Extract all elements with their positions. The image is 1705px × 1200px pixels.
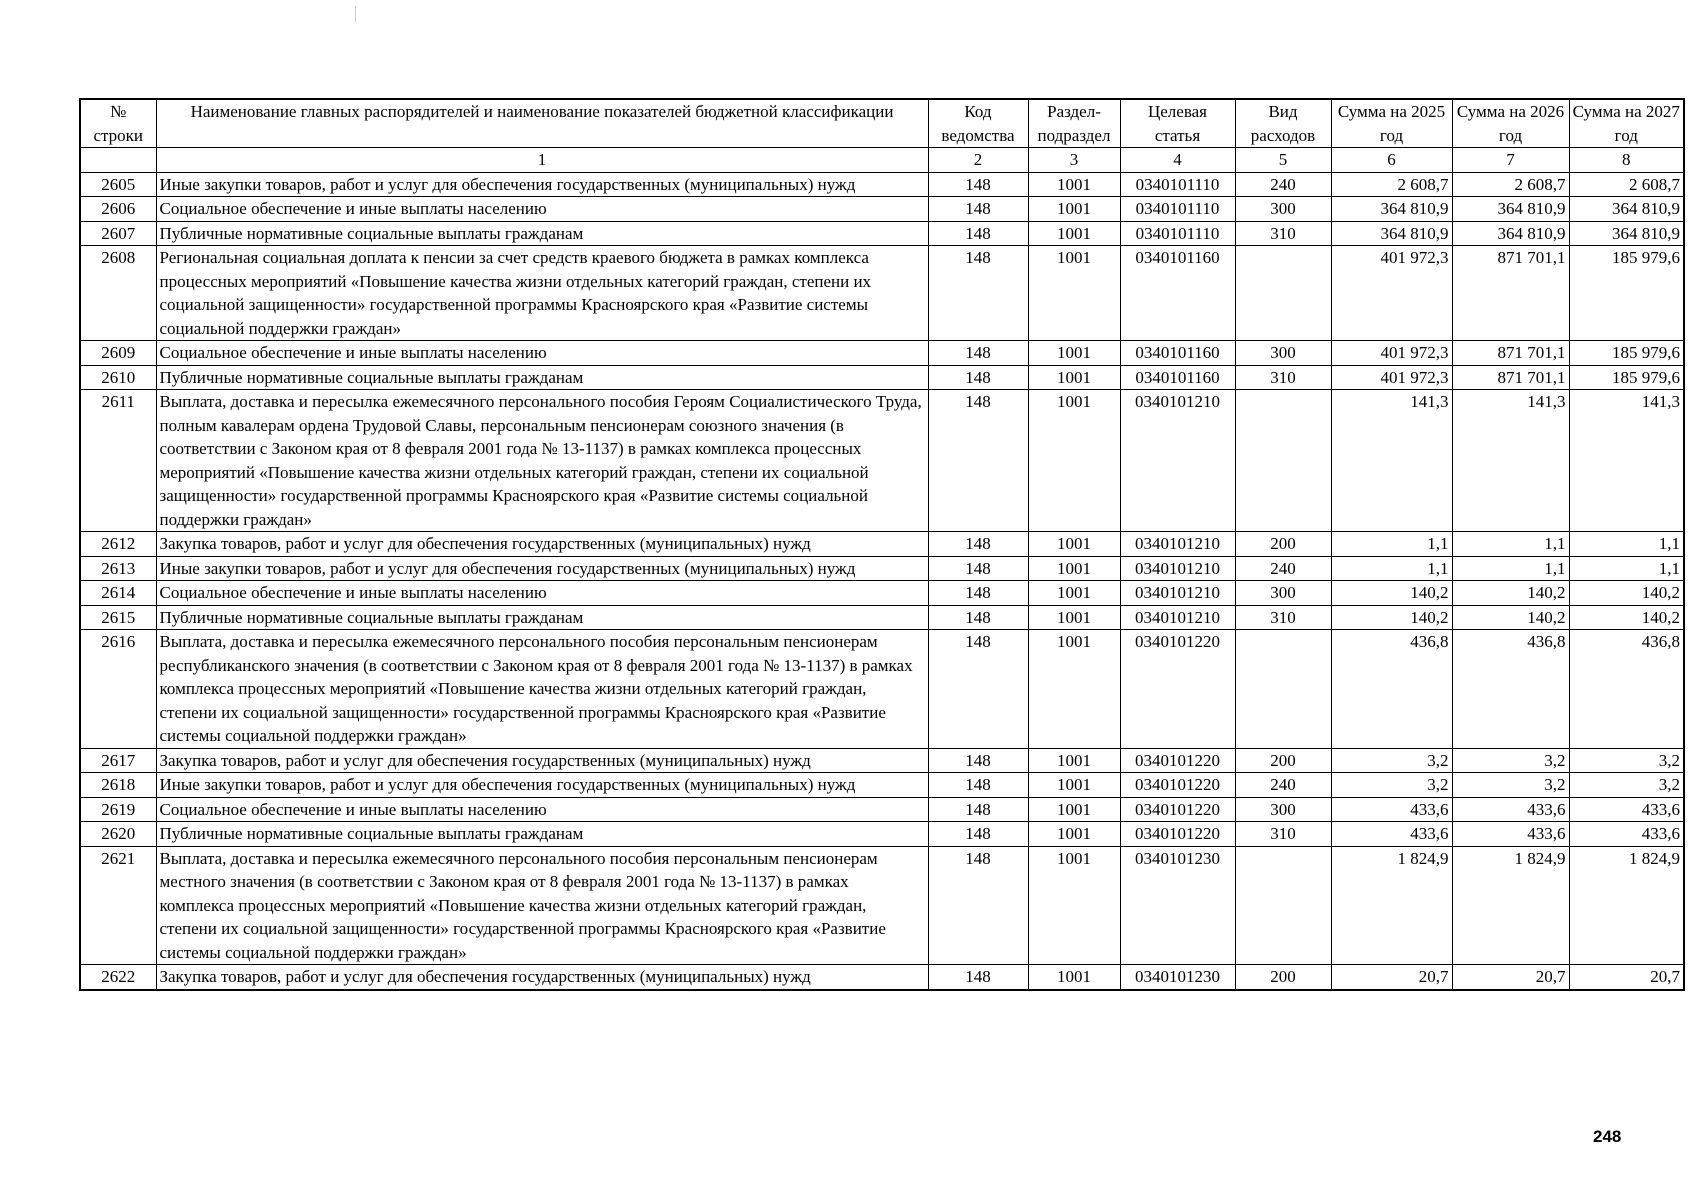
table-row (80, 221, 1684, 246)
department-code-cell: 148 (928, 965, 1028, 990)
sum-2025-cell: 3,2 (1331, 773, 1452, 798)
sum-2027-cell: 141,3 (1569, 390, 1684, 532)
indicator-name-cell: Иные закупки товаров, работ и услуг для обеспечения государственных (муниципальных) нужд (156, 172, 928, 197)
target-article-cell: 0340101210 (1120, 605, 1235, 630)
row-number-cell: 2611 (80, 390, 156, 532)
page-number: 248 (1593, 1127, 1622, 1146)
row-number-cell: 2622 (80, 965, 156, 990)
indicator-name-cell: Социальное обеспечение и иные выплаты населению (156, 197, 928, 222)
row-number-cell: 2619 (80, 797, 156, 822)
table-row (80, 341, 1684, 366)
sum-2026-cell: 141,3 (1452, 390, 1569, 532)
table-row (80, 965, 1684, 990)
sum-2026-cell: 140,2 (1452, 605, 1569, 630)
column-number: 2 (928, 148, 1028, 173)
sum-2027-cell: 433,6 (1569, 797, 1684, 822)
target-article-cell: 0340101210 (1120, 390, 1235, 532)
target-article-cell: 0340101230 (1120, 846, 1235, 965)
department-code-cell: 148 (928, 341, 1028, 366)
table-row (80, 581, 1684, 606)
indicator-name-cell: Иные закупки товаров, работ и услуг для обеспечения государственных (муниципальных) нужд (156, 773, 928, 798)
section-cell: 1001 (1028, 172, 1120, 197)
sum-2026-cell: 1,1 (1452, 532, 1569, 557)
department-code-cell: 148 (928, 773, 1028, 798)
sum-2025-cell: 20,7 (1331, 965, 1452, 990)
sum-2026-cell: 3,2 (1452, 748, 1569, 773)
sum-2025-cell: 3,2 (1331, 748, 1452, 773)
sum-2027-cell: 140,2 (1569, 581, 1684, 606)
table-header-row (80, 99, 1684, 148)
column-number: 5 (1235, 148, 1331, 173)
table-row (80, 630, 1684, 749)
department-code-cell: 148 (928, 822, 1028, 847)
department-code-cell: 148 (928, 365, 1028, 390)
department-code-cell: 148 (928, 846, 1028, 965)
department-code-cell: 148 (928, 532, 1028, 557)
row-number-cell: 2615 (80, 605, 156, 630)
sum-2026-cell: 433,6 (1452, 822, 1569, 847)
indicator-name-cell: Социальное обеспечение и иные выплаты населению (156, 581, 928, 606)
sum-2025-cell: 401 972,3 (1331, 341, 1452, 366)
sum-2027-cell: 1,1 (1569, 556, 1684, 581)
row-number-cell: 2618 (80, 773, 156, 798)
sum-2026-cell: 140,2 (1452, 581, 1569, 606)
sum-2025-cell: 436,8 (1331, 630, 1452, 749)
sum-2025-cell: 364 810,9 (1331, 197, 1452, 222)
table-row (80, 390, 1684, 532)
sum-2027-cell: 1,1 (1569, 532, 1684, 557)
column-number: 1 (156, 148, 928, 173)
target-article-cell: 0340101220 (1120, 630, 1235, 749)
column-number: 7 (1452, 148, 1569, 173)
sum-2027-cell: 364 810,9 (1569, 197, 1684, 222)
header-sum-2026: Сумма на 2026 год (1452, 99, 1569, 148)
section-cell: 1001 (1028, 846, 1120, 965)
section-cell: 1001 (1028, 965, 1120, 990)
expense-type-cell: 310 (1235, 822, 1331, 847)
section-cell: 1001 (1028, 246, 1120, 341)
section-cell: 1001 (1028, 748, 1120, 773)
target-article-cell: 0340101210 (1120, 532, 1235, 557)
department-code-cell: 148 (928, 556, 1028, 581)
scan-mark (355, 6, 356, 22)
header-expense-type: Вид расходов (1235, 99, 1331, 148)
target-article-cell: 0340101160 (1120, 365, 1235, 390)
sum-2025-cell: 140,2 (1331, 581, 1452, 606)
column-number: 8 (1569, 148, 1684, 173)
column-number: 6 (1331, 148, 1452, 173)
expense-type-cell: 240 (1235, 556, 1331, 581)
column-numbers-row (80, 148, 1684, 173)
table-row (80, 822, 1684, 847)
column-number (80, 148, 156, 173)
section-cell: 1001 (1028, 341, 1120, 366)
department-code-cell: 148 (928, 390, 1028, 532)
sum-2026-cell: 3,2 (1452, 773, 1569, 798)
header-section: Раздел-подраздел (1028, 99, 1120, 148)
department-code-cell: 148 (928, 581, 1028, 606)
column-number: 3 (1028, 148, 1120, 173)
sum-2027-cell: 364 810,9 (1569, 221, 1684, 246)
sum-2027-cell: 185 979,6 (1569, 365, 1684, 390)
sum-2025-cell: 140,2 (1331, 605, 1452, 630)
department-code-cell: 148 (928, 197, 1028, 222)
sum-2025-cell: 2 608,7 (1331, 172, 1452, 197)
row-number-cell: 2609 (80, 341, 156, 366)
row-number-cell: 2613 (80, 556, 156, 581)
indicator-name-cell: Закупка товаров, работ и услуг для обеспечения государственных (муниципальных) нужд (156, 532, 928, 557)
target-article-cell: 0340101110 (1120, 197, 1235, 222)
department-code-cell: 148 (928, 221, 1028, 246)
target-article-cell: 0340101110 (1120, 172, 1235, 197)
indicator-name-cell: Социальное обеспечение и иные выплаты населению (156, 341, 928, 366)
sum-2026-cell: 436,8 (1452, 630, 1569, 749)
target-article-cell: 0340101160 (1120, 341, 1235, 366)
sum-2027-cell: 185 979,6 (1569, 341, 1684, 366)
section-cell: 1001 (1028, 556, 1120, 581)
indicator-name-cell: Публичные нормативные социальные выплаты гражданам (156, 822, 928, 847)
target-article-cell: 0340101210 (1120, 556, 1235, 581)
sum-2026-cell: 871 701,1 (1452, 246, 1569, 341)
target-article-cell: 0340101220 (1120, 773, 1235, 798)
sum-2025-cell: 433,6 (1331, 797, 1452, 822)
indicator-name-cell: Иные закупки товаров, работ и услуг для обеспечения государственных (муниципальных) нужд (156, 556, 928, 581)
sum-2026-cell: 2 608,7 (1452, 172, 1569, 197)
sum-2026-cell: 1,1 (1452, 556, 1569, 581)
expense-type-cell: 310 (1235, 365, 1331, 390)
row-number-cell: 2617 (80, 748, 156, 773)
table-row (80, 797, 1684, 822)
expense-type-cell: 310 (1235, 605, 1331, 630)
section-cell: 1001 (1028, 773, 1120, 798)
section-cell: 1001 (1028, 365, 1120, 390)
row-number-cell: 2606 (80, 197, 156, 222)
expense-type-cell: 240 (1235, 172, 1331, 197)
sum-2027-cell: 140,2 (1569, 605, 1684, 630)
header-name: Наименование главных распорядителей и наименование показателей бюджетной классификации (156, 99, 928, 148)
table-row (80, 197, 1684, 222)
target-article-cell: 0340101220 (1120, 797, 1235, 822)
row-number-cell: 2614 (80, 581, 156, 606)
sum-2025-cell: 401 972,3 (1331, 365, 1452, 390)
sum-2025-cell: 364 810,9 (1331, 221, 1452, 246)
sum-2027-cell: 433,6 (1569, 822, 1684, 847)
expense-type-cell: 300 (1235, 581, 1331, 606)
row-number-cell: 2608 (80, 246, 156, 341)
target-article-cell: 0340101160 (1120, 246, 1235, 341)
expense-type-cell: 310 (1235, 221, 1331, 246)
department-code-cell: 148 (928, 748, 1028, 773)
budget-table (79, 98, 1685, 991)
indicator-name-cell: Выплата, доставка и пересылка ежемесячного персонального пособия Героям Социалистического Труда, полным кавалерам ордена Трудовой Славы, персональным пенсионерам союзного значения (в соответствии с Законом края от 8 февраля 2001 года № 13-1137) в рамках комплекса процессных мероприятий «Повышение качества жизни отдельных категорий граждан, степени их социальной защищенности» государственной программы Красноярского края «Развитие системы социальной поддержки граждан» (156, 390, 928, 532)
sum-2027-cell: 3,2 (1569, 773, 1684, 798)
sum-2027-cell: 20,7 (1569, 965, 1684, 990)
sum-2027-cell: 2 608,7 (1569, 172, 1684, 197)
department-code-cell: 148 (928, 630, 1028, 749)
sum-2025-cell: 433,6 (1331, 822, 1452, 847)
header-department-code: Код ведомства (928, 99, 1028, 148)
sum-2027-cell: 436,8 (1569, 630, 1684, 749)
target-article-cell: 0340101210 (1120, 581, 1235, 606)
section-cell: 1001 (1028, 605, 1120, 630)
section-cell: 1001 (1028, 630, 1120, 749)
section-cell: 1001 (1028, 197, 1120, 222)
sum-2026-cell: 433,6 (1452, 797, 1569, 822)
sum-2026-cell: 1 824,9 (1452, 846, 1569, 965)
expense-type-cell (1235, 390, 1331, 532)
indicator-name-cell: Выплата, доставка и пересылка ежемесячного персонального пособия персональным пенсионерам местного значения (в соответствии с Законом края от 8 февраля 2001 года № 13-1137) в рамках комплекса процессных мероприятий «Повышение качества жизни отдельных категорий граждан, степени их социальной защищенности» государственной программы Красноярского края «Развитие системы социальной поддержки граждан» (156, 846, 928, 965)
expense-type-cell: 200 (1235, 532, 1331, 557)
row-number-cell: 2610 (80, 365, 156, 390)
table-row (80, 773, 1684, 798)
table-row (80, 605, 1684, 630)
row-number-cell: 2607 (80, 221, 156, 246)
department-code-cell: 148 (928, 246, 1028, 341)
section-cell: 1001 (1028, 532, 1120, 557)
sum-2026-cell: 364 810,9 (1452, 221, 1569, 246)
target-article-cell: 0340101230 (1120, 965, 1235, 990)
indicator-name-cell: Публичные нормативные социальные выплаты гражданам (156, 605, 928, 630)
section-cell: 1001 (1028, 221, 1120, 246)
sum-2027-cell: 3,2 (1569, 748, 1684, 773)
row-number-cell: 2612 (80, 532, 156, 557)
expense-type-cell: 300 (1235, 197, 1331, 222)
section-cell: 1001 (1028, 797, 1120, 822)
table-row (80, 246, 1684, 341)
indicator-name-cell: Публичные нормативные социальные выплаты гражданам (156, 365, 928, 390)
header-row-number: № строки (80, 99, 156, 148)
indicator-name-cell: Закупка товаров, работ и услуг для обеспечения государственных (муниципальных) нужд (156, 965, 928, 990)
table-body (80, 172, 1684, 990)
target-article-cell: 0340101220 (1120, 748, 1235, 773)
sum-2026-cell: 364 810,9 (1452, 197, 1569, 222)
indicator-name-cell: Публичные нормативные социальные выплаты гражданам (156, 221, 928, 246)
table-row (80, 556, 1684, 581)
indicator-name-cell: Закупка товаров, работ и услуг для обеспечения государственных (муниципальных) нужд (156, 748, 928, 773)
section-cell: 1001 (1028, 390, 1120, 532)
expense-type-cell (1235, 246, 1331, 341)
sum-2026-cell: 871 701,1 (1452, 341, 1569, 366)
row-number-cell: 2616 (80, 630, 156, 749)
table-row (80, 748, 1684, 773)
header-sum-2025: Сумма на 2025 год (1331, 99, 1452, 148)
table-row (80, 846, 1684, 965)
sum-2026-cell: 20,7 (1452, 965, 1569, 990)
sum-2025-cell: 1 824,9 (1331, 846, 1452, 965)
target-article-cell: 0340101110 (1120, 221, 1235, 246)
expense-type-cell: 240 (1235, 773, 1331, 798)
expense-type-cell: 300 (1235, 797, 1331, 822)
sum-2025-cell: 1,1 (1331, 556, 1452, 581)
row-number-cell: 2620 (80, 822, 156, 847)
row-number-cell: 2621 (80, 846, 156, 965)
table-row (80, 172, 1684, 197)
table-row (80, 532, 1684, 557)
column-number: 4 (1120, 148, 1235, 173)
indicator-name-cell: Региональная социальная доплата к пенсии за счет средств краевого бюджета в рамках комплекса процессных мероприятий «Повышение качества жизни отдельных категорий граждан, степени их социальной защищенности» государственной программы Красноярского края «Развитие системы социальной поддержки граждан» (156, 246, 928, 341)
section-cell: 1001 (1028, 581, 1120, 606)
indicator-name-cell: Социальное обеспечение и иные выплаты населению (156, 797, 928, 822)
sum-2027-cell: 185 979,6 (1569, 246, 1684, 341)
department-code-cell: 148 (928, 172, 1028, 197)
table-row (80, 365, 1684, 390)
expense-type-cell: 200 (1235, 965, 1331, 990)
sum-2025-cell: 141,3 (1331, 390, 1452, 532)
row-number-cell: 2605 (80, 172, 156, 197)
sum-2027-cell: 1 824,9 (1569, 846, 1684, 965)
expense-type-cell: 200 (1235, 748, 1331, 773)
expense-type-cell: 300 (1235, 341, 1331, 366)
department-code-cell: 148 (928, 797, 1028, 822)
department-code-cell: 148 (928, 605, 1028, 630)
section-cell: 1001 (1028, 822, 1120, 847)
expense-type-cell (1235, 630, 1331, 749)
target-article-cell: 0340101220 (1120, 822, 1235, 847)
header-sum-2027: Сумма на 2027 год (1569, 99, 1684, 148)
sum-2025-cell: 401 972,3 (1331, 246, 1452, 341)
expense-type-cell (1235, 846, 1331, 965)
header-target-article: Целевая статья (1120, 99, 1235, 148)
sum-2025-cell: 1,1 (1331, 532, 1452, 557)
sum-2026-cell: 871 701,1 (1452, 365, 1569, 390)
indicator-name-cell: Выплата, доставка и пересылка ежемесячного персонального пособия персональным пенсионерам республиканского значения (в соответствии с Законом края от 8 февраля 2001 года № 13-1137) в рамках комплекса процессных мероприятий «Повышение качества жизни отдельных категорий граждан, степени их социальной защищенности» государственной программы Красноярского края «Развитие системы социальной поддержки граждан» (156, 630, 928, 749)
